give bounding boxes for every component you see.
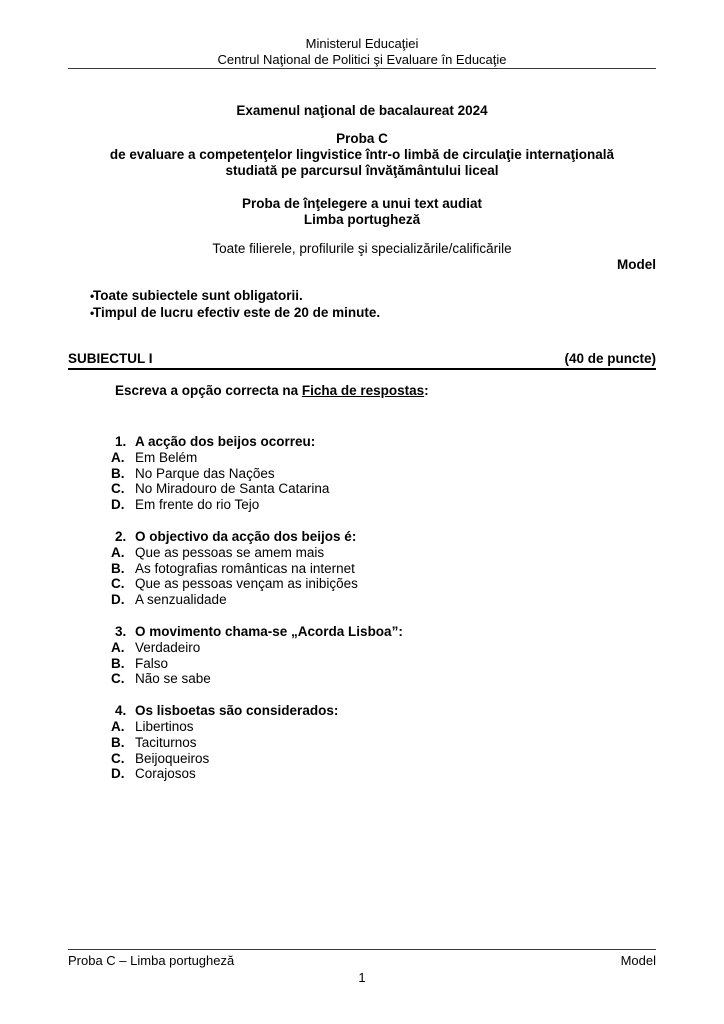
instruction-text: Toate subiectele sunt obligatorii.: [93, 288, 303, 303]
option-text: Beijoqueiros: [135, 750, 210, 766]
option-row: [68, 497, 656, 513]
footer-right: Model: [620, 953, 656, 968]
option-row: [68, 671, 656, 687]
question-heading: [68, 703, 656, 719]
instruction-prefix: Escreva a opção correcta na: [115, 383, 302, 398]
model-label: Model: [617, 257, 656, 272]
option-text: Em Belém: [135, 449, 198, 465]
option-letter: D.: [111, 497, 125, 513]
header-center: Centrul Naţional de Politici şi Evaluare în Educaţie: [217, 52, 507, 67]
option-row: [68, 450, 656, 466]
question-heading: [68, 624, 656, 640]
footer-row: [68, 953, 656, 969]
option-text: Taciturnos: [135, 734, 197, 750]
option-row: [68, 766, 656, 782]
page-footer: [68, 949, 656, 986]
option-text: As fotografias românticas na internet: [135, 560, 355, 576]
instruction-underlined: Ficha de respostas: [301, 383, 425, 398]
question-options: [68, 640, 656, 687]
option-letter: C.: [111, 671, 125, 687]
section-title: SUBIECTUL I: [68, 351, 153, 366]
option-text: No Miradouro de Santa Catarina: [135, 481, 330, 497]
option-letter: A.: [111, 718, 125, 734]
option-text: Que as pessoas vençam as inibições: [135, 576, 358, 592]
option-row: [68, 466, 656, 482]
instructions-list: [68, 288, 656, 321]
footer-left: Proba C – Limba portugheză: [68, 953, 235, 968]
question-text: A acção dos beijos ocorreu:: [135, 434, 316, 449]
header-ministry: Ministerul Educaţiei: [305, 36, 419, 51]
option-text: Verdadeiro: [135, 639, 201, 655]
question-number: 2.: [115, 528, 127, 544]
option-row: [68, 576, 656, 592]
bullet-icon: •: [90, 305, 95, 320]
option-letter: B.: [111, 465, 125, 481]
question-text: O objectivo da acção dos beijos é:: [135, 528, 357, 544]
question-options: [68, 545, 656, 608]
question-heading: [68, 434, 656, 450]
question-text: Os lisboetas são considerados:: [135, 703, 339, 719]
option-row: [68, 640, 656, 656]
option-row: [68, 751, 656, 767]
title-block: [68, 103, 656, 228]
question-number: 4.: [115, 703, 127, 719]
question-options: [68, 450, 656, 513]
question-heading: [68, 529, 656, 545]
option-text: No Parque das Nações: [135, 465, 275, 481]
instruction-item: [68, 305, 656, 322]
question-block: [68, 529, 656, 608]
page-header: [68, 36, 656, 69]
option-letter: D.: [111, 592, 125, 608]
option-text: Falso: [135, 655, 169, 671]
option-row: [68, 735, 656, 751]
option-text: Corajosos: [135, 766, 196, 782]
section-points: (40 de puncte): [564, 351, 656, 366]
question-block: [68, 703, 656, 782]
option-row: [68, 592, 656, 608]
page-number: 1: [358, 970, 366, 985]
option-row: [68, 561, 656, 577]
option-letter: B.: [111, 560, 125, 576]
option-letter: B.: [111, 734, 125, 750]
question-number: 1.: [115, 434, 127, 449]
option-text: Libertinos: [135, 718, 194, 734]
section-header: [68, 351, 656, 370]
instruction-text: Timpul de lucru efectiv este de 20 de minute.: [93, 304, 381, 320]
proba-title: Proba C: [336, 131, 388, 146]
question-text: O movimento chama-se „Acorda Lisboa”:: [135, 623, 403, 639]
option-row: [68, 656, 656, 672]
option-row: [68, 545, 656, 561]
test-language: Limba portugheză: [303, 212, 421, 227]
task-instruction: [68, 383, 656, 399]
question-block: [68, 624, 656, 687]
bullet-icon: •: [90, 289, 95, 303]
question-number: 3.: [115, 623, 127, 639]
option-letter: A.: [111, 639, 125, 655]
option-letter: C.: [111, 576, 125, 592]
instruction-item: [68, 288, 656, 305]
option-letter: C.: [111, 481, 125, 497]
exam-title: Examenul naţional de bacalaureat 2024: [236, 103, 488, 118]
proba-desc-2: studiată pe parcursul învăţământului liceal: [225, 163, 499, 178]
option-text: A senzualidade: [135, 592, 227, 608]
option-letter: C.: [111, 750, 125, 766]
option-text: Em frente do rio Tejo: [135, 497, 260, 513]
questions: [68, 434, 656, 782]
question-options: [68, 719, 656, 782]
option-row: [68, 719, 656, 735]
page-body: [68, 68, 656, 782]
option-letter: A.: [111, 544, 125, 560]
option-text: Que as pessoas se amem mais: [135, 544, 325, 560]
option-letter: D.: [111, 766, 125, 782]
option-row: [68, 481, 656, 497]
question-block: [68, 434, 656, 513]
track-note: Toate filierele, profilurile şi specializările/calificările: [212, 241, 512, 256]
option-text: Não se sabe: [135, 671, 211, 687]
option-letter: A.: [111, 449, 125, 465]
test-type: Proba de înţelegere a unui text audiat: [241, 196, 483, 211]
instruction-suffix: :: [424, 383, 429, 398]
proba-desc-1: de evaluare a competenţelor lingvistice într-o limbă de circulaţie internaţională: [109, 147, 615, 162]
option-letter: B.: [111, 655, 125, 671]
